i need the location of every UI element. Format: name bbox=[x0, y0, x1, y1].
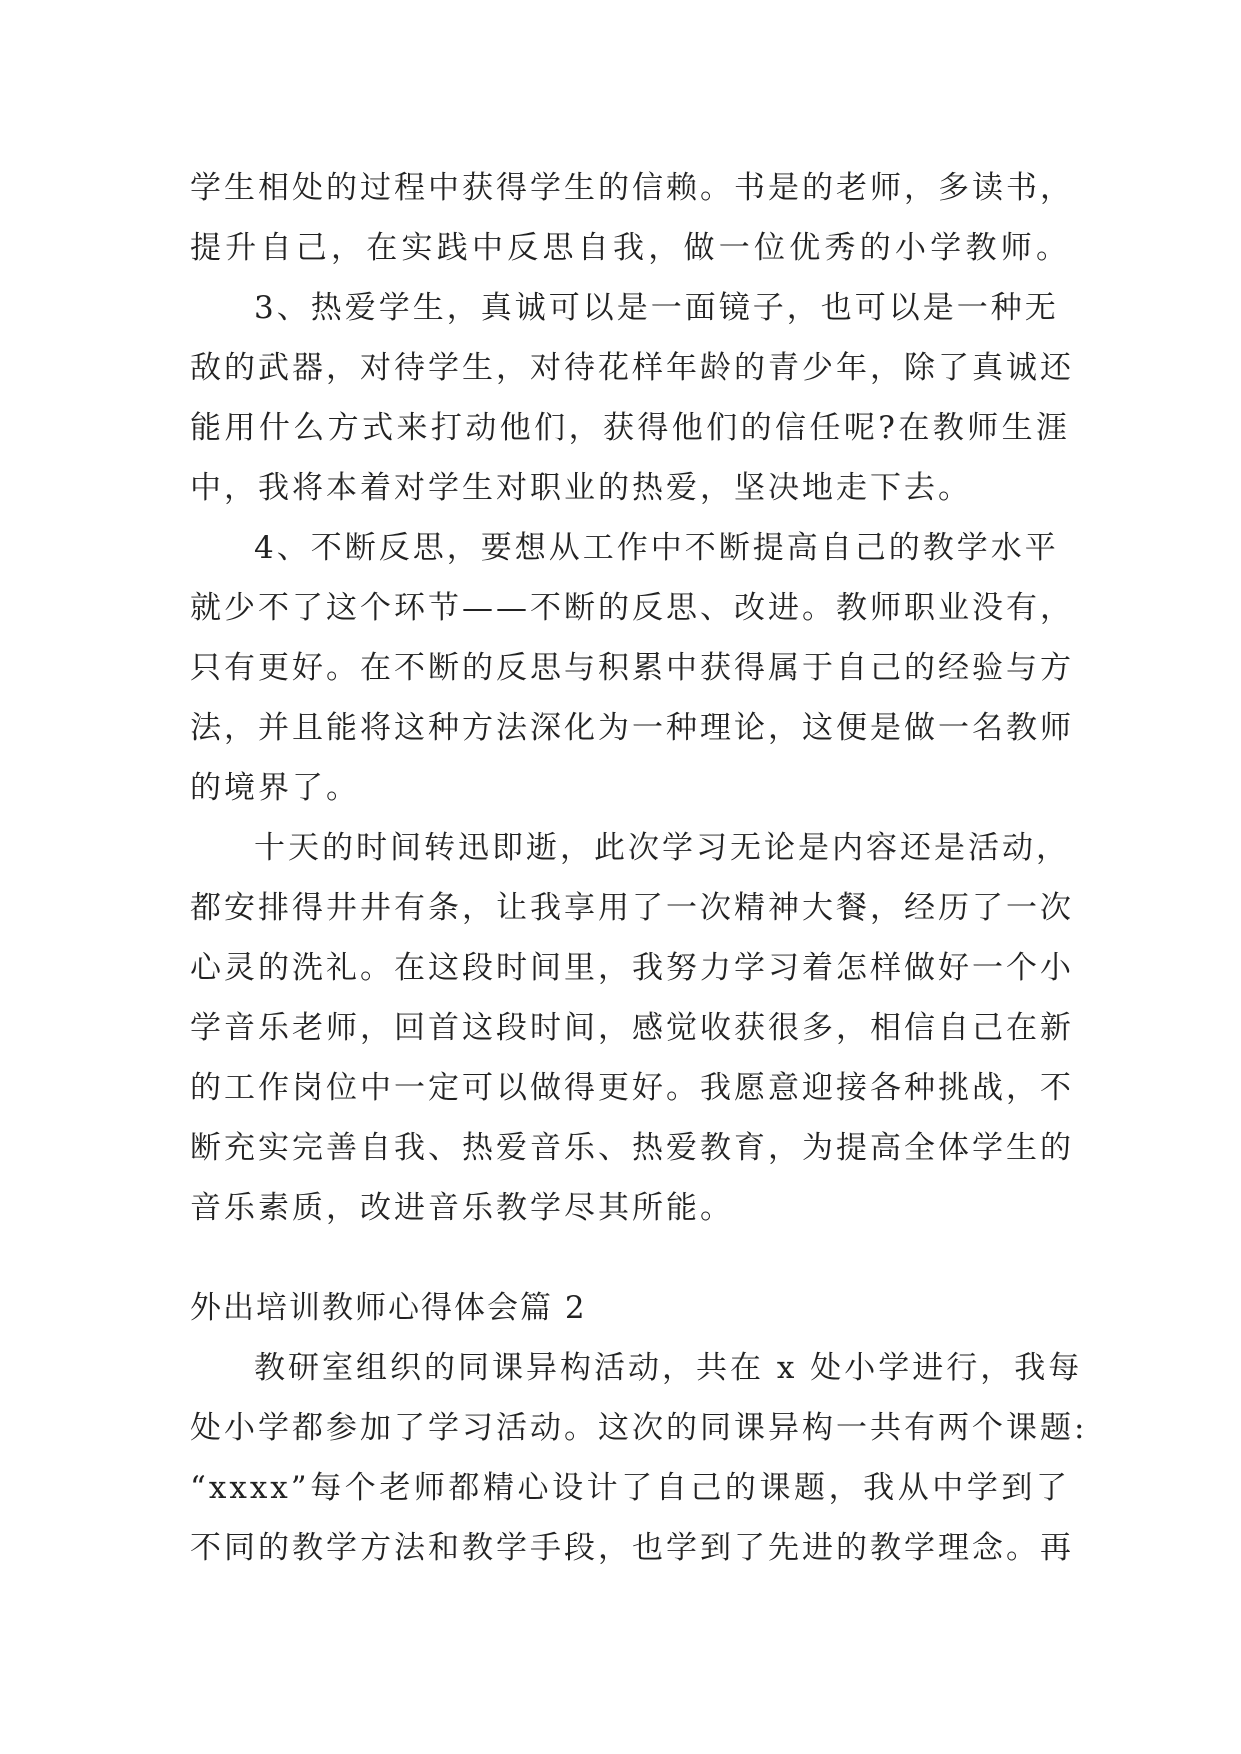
text-line: 学生相处的过程中获得学生的信赖。书是的老师，多读书， bbox=[190, 170, 1074, 206]
text-line: 断充实完善自我、热爱音乐、热爱教育，为提高全体学生的 bbox=[190, 1130, 1074, 1166]
text-line: 只有更好。在不断的反思与积累中获得属于自己的经验与方 bbox=[190, 650, 1074, 686]
text-line: 都安排得井井有条，让我享用了一次精神大餐，经历了一次 bbox=[190, 890, 1074, 926]
text-line: 心灵的洗礼。在这段时间里，我努力学习着怎样做好一个小 bbox=[190, 950, 1074, 986]
text-line: 法，并且能将这种方法深化为一种理论，这便是做一名教师 bbox=[190, 710, 1074, 746]
text-line: 学音乐老师，回首这段时间，感觉收获很多，相信自己在新 bbox=[190, 1010, 1074, 1046]
text-line: 4、不断反思，要想从工作中不断提高自己的教学水平 bbox=[254, 530, 1059, 566]
text-line: 教研室组织的同课异构活动，共在 x 处小学进行，我每 bbox=[254, 1350, 1083, 1386]
text-line: 音乐素质，改进音乐教学尽其所能。 bbox=[190, 1190, 734, 1226]
text-line: 提升自己，在实践中反思自我，做一位优秀的小学教师。 bbox=[190, 230, 1070, 266]
text-line: 中，我将本着对学生对职业的热爱，坚决地走下去。 bbox=[190, 470, 972, 506]
text-line: 3、热爱学生，真诚可以是一面镜子，也可以是一种无 bbox=[254, 290, 1059, 326]
text-line: 就少不了这个环节——不断的反思、改进。教师职业没有， bbox=[190, 590, 1074, 626]
text-line: 不同的教学方法和教学手段，也学到了先进的教学理念。再 bbox=[190, 1530, 1074, 1566]
text-line: 的境界了。 bbox=[190, 770, 360, 806]
text-line: 处小学都参加了学习活动。这次的同课异构一共有两个课题: bbox=[190, 1410, 1088, 1446]
section-heading: 外出培训教师心得体会篇 2 bbox=[190, 1290, 587, 1326]
text-line: “xxxx”每个老师都精心设计了自己的课题，我从中学到了 bbox=[190, 1470, 1070, 1506]
text-line: 能用什么方式来打动他们，获得他们的信任呢?在教师生涯 bbox=[190, 410, 1070, 446]
text-line: 敌的武器，对待学生，对待花样年龄的青少年，除了真诚还 bbox=[190, 350, 1074, 386]
text-line: 十天的时间转迅即逝，此次学习无论是内容还是活动， bbox=[254, 830, 1070, 866]
text-line: 的工作岗位中一定可以做得更好。我愿意迎接各种挑战，不 bbox=[190, 1070, 1074, 1106]
